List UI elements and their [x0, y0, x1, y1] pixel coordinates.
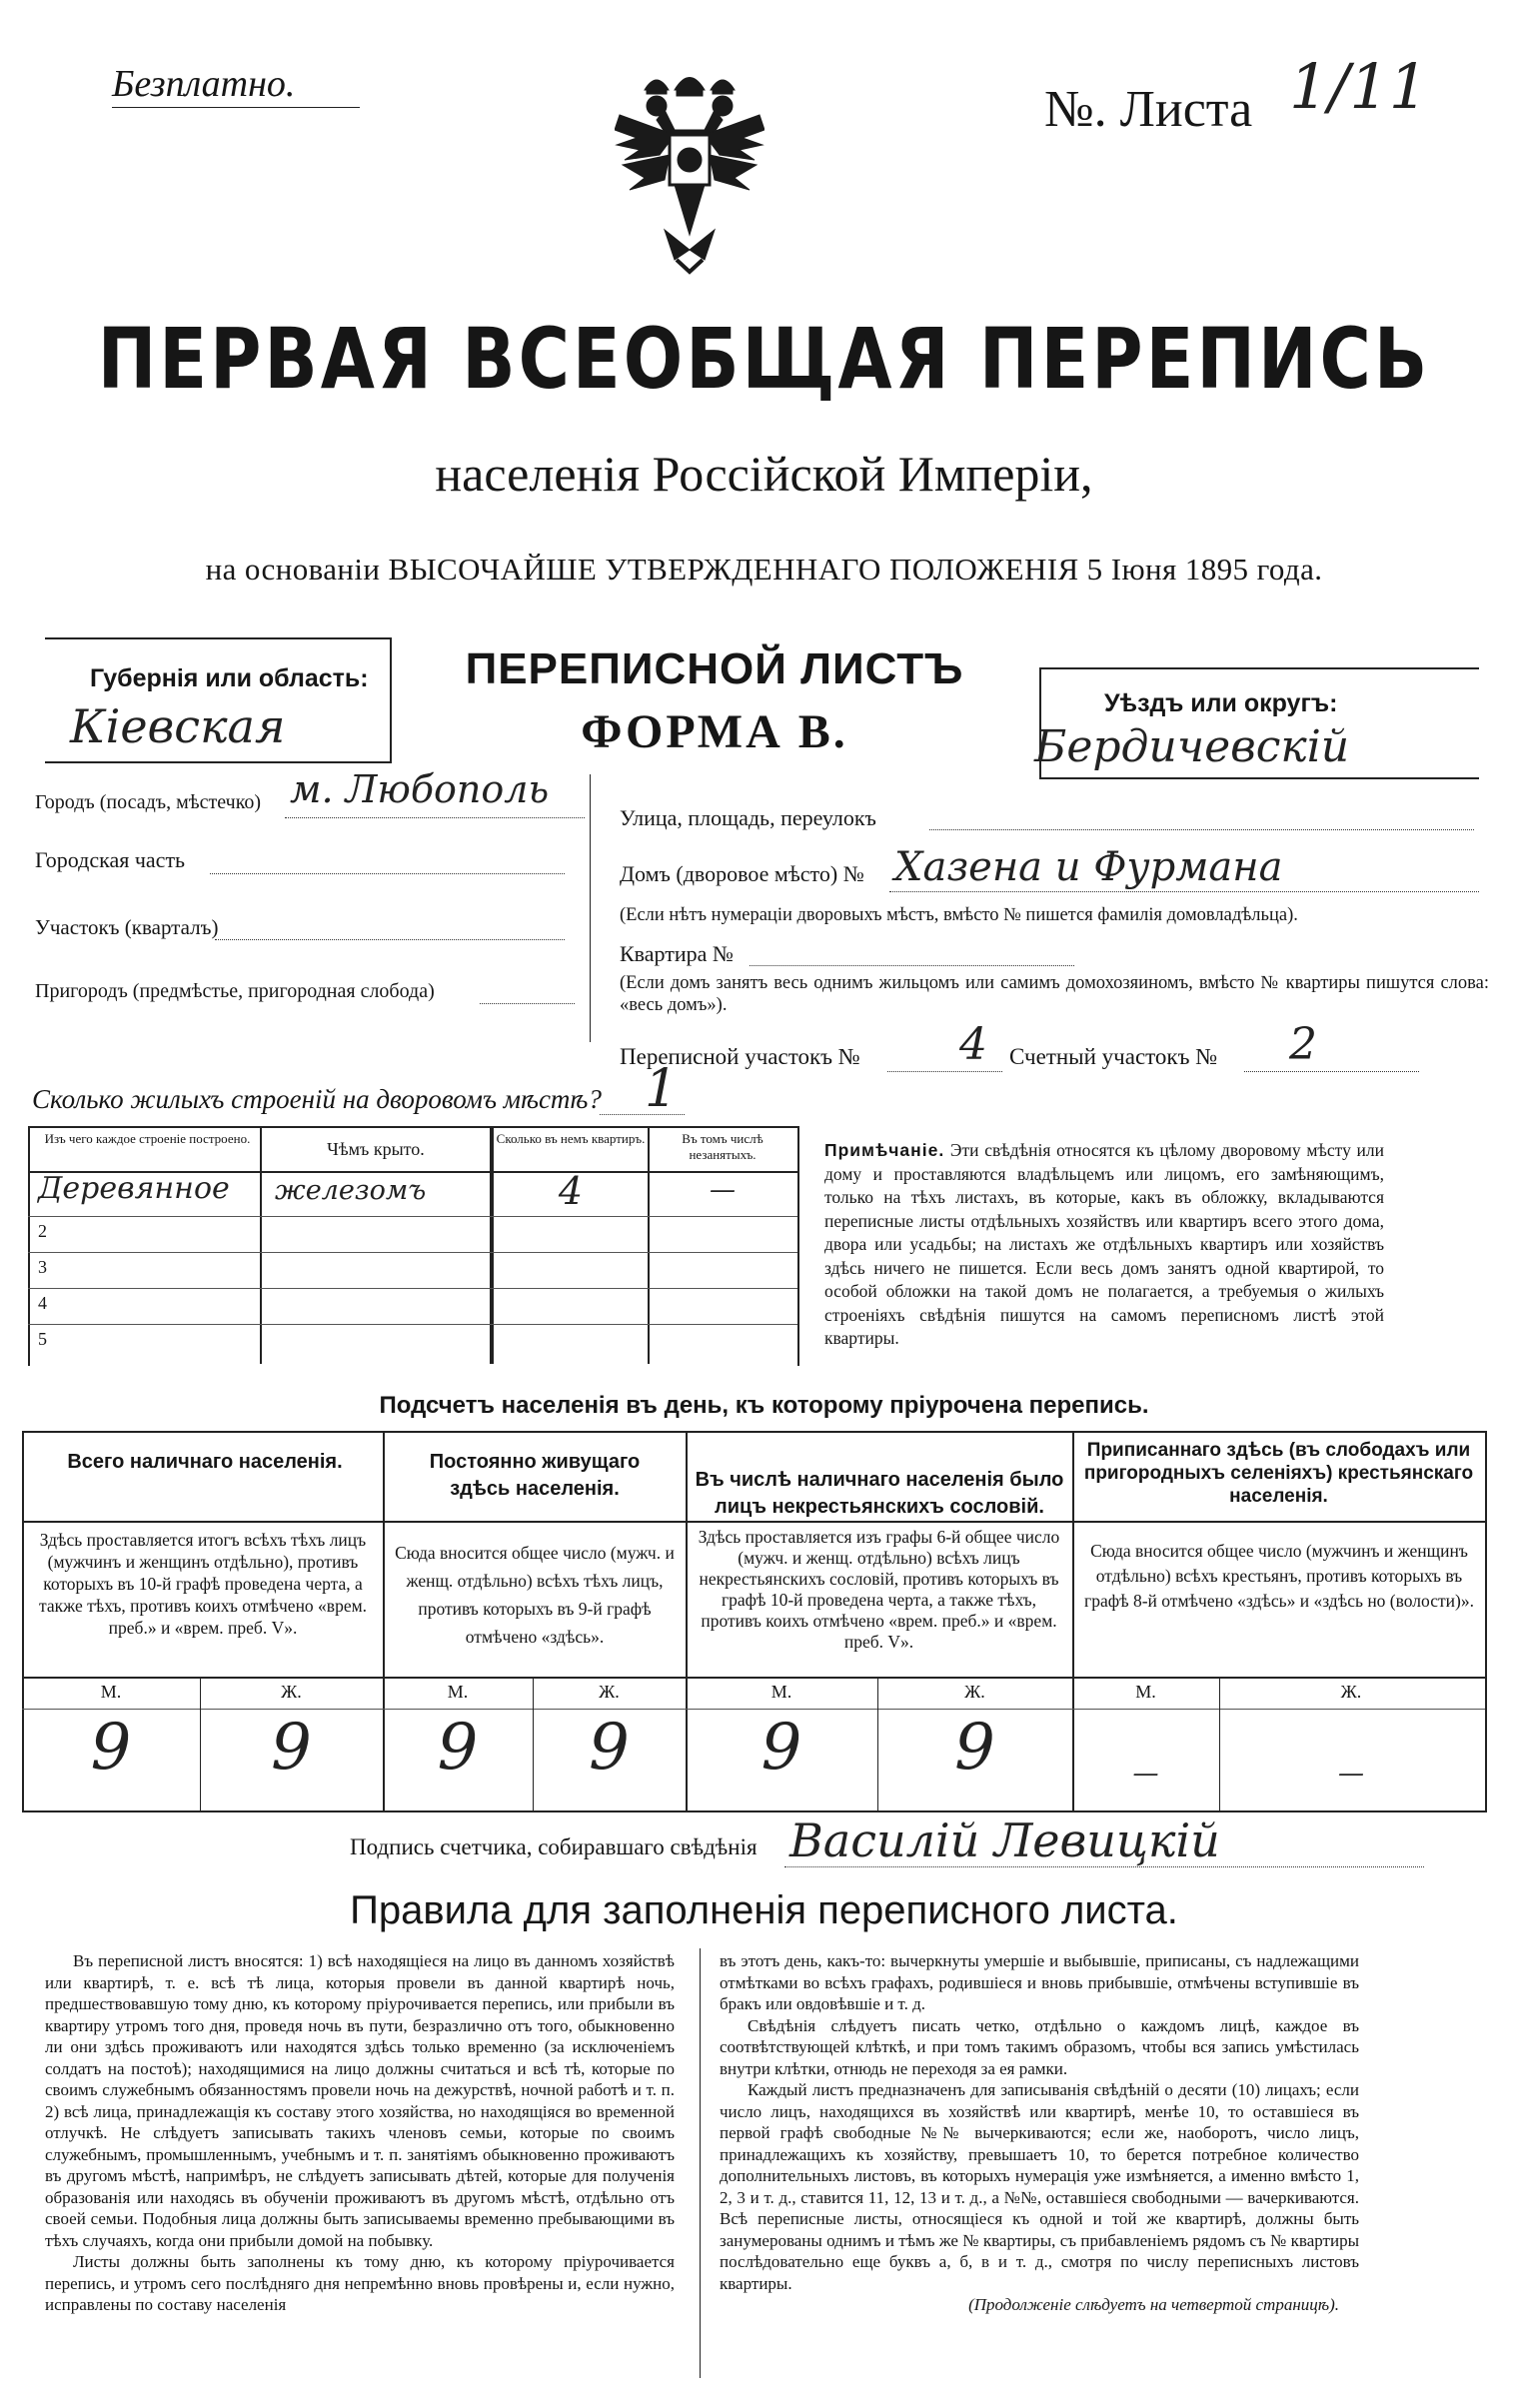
pt-mf-top	[22, 1677, 1485, 1679]
bt-row-line-3	[28, 1288, 797, 1289]
buildings-question: Сколько жилыхъ строеній на дворовомъ мѣстѣ?	[32, 1084, 602, 1114]
rules-col2-p3: Каждый листъ предназначенъ для записыванія свѣдѣній о десяти (10) лицахъ; если число лицъ, находящихся въ хозяйствѣ или квартирѣ, менѣе 10, то оставшіеся въ первой графѣ свободные №№ вычеркиваются; если же, наоборотъ, число лицъ, принадлежащихъ къ хозяйству, превышаетъ 10, то берется потребное количество дополнительныхъ листовъ, въ которыхъ нумерація уже измѣняется, а именно вмѣсто 1, 2, 3 и т. д., ставится 11, 12, 13 и т. д., а №№, оставшіеся свободными — вачеркиваются. Всѣ переписные листы, относящіеся къ одной и той же квартирѣ, должны быть занумерованы однимъ и тѣмъ же № квартиры, съ прибавленіемъ рядомъ съ № квартиры послѣдовательно еще буквъ а, б, в и т. д., смотря по числу переписныхъ листовъ квартиры.	[720, 2080, 1359, 2293]
banner-left-top	[45, 637, 390, 639]
panel2-f: 9	[589, 1711, 630, 1785]
bt-row-line-2	[28, 1252, 797, 1253]
census-district-value: 4	[959, 1019, 987, 1070]
rules-col1-p2: Листы должны быть заполнены къ тому дню, къ которому пріурочивается перепись, и утромъ сего послѣдняго дня непремѣнно вновь провѣрены и, если нужно, исправлены по составу населенія	[45, 2252, 675, 2314]
rules-title: Правила для заполненія переписного листа.	[350, 1888, 1178, 1932]
rules-col-divider	[700, 1948, 701, 2378]
panel1-f: 9	[271, 1711, 312, 1785]
signature-line	[784, 1866, 1424, 1867]
bt-row-line-1	[28, 1216, 797, 1217]
panel4-body: Сюда вносится общее число (мужчинъ и женщинъ отдѣльно) всѣхъ крестьянъ, противъ которыхъ въ графѣ 8-й отмѣчено «здѣсь» и «здѣсь но (волости)».	[1084, 1541, 1474, 1611]
kvartira-note: (Если домъ занятъ весь однимъ жильцомъ или самимъ домохозяиномъ, вмѣсто № квартиры пишутся слова: «весь домъ»).	[620, 973, 1489, 1015]
bt-row1-vacant: —	[710, 1175, 736, 1205]
panel2-m-label: М.	[447, 1682, 469, 1702]
panel3-m: 9	[761, 1711, 802, 1785]
uezd-label: Уѣздъ или округъ:	[1104, 689, 1338, 717]
buildings-note	[824, 1139, 1384, 1351]
population-title: Подсчетъ населенія въ день, къ которому пріурочена перепись.	[379, 1392, 1149, 1419]
uchastok-line	[215, 939, 565, 940]
bt-row1-material: Деревянное	[38, 1171, 230, 1206]
street-line	[929, 829, 1474, 830]
panel1-m: 9	[90, 1711, 132, 1785]
panel2-head: Постоянно живущаго здѣсь населенія.	[429, 1451, 641, 1500]
bt-col-sep-1	[260, 1126, 262, 1364]
bt-row4-num: 4	[38, 1293, 47, 1313]
subtitle: населенія Россійской Имперіи,	[435, 446, 1093, 502]
panel2-f-label: Ж.	[599, 1682, 620, 1702]
bt-col4-header: Въ томъ числѣ незанятыхъ.	[682, 1131, 764, 1162]
gorod-value: м. Любополь	[290, 767, 550, 811]
bt-col3-header: Сколько въ немъ квартиръ.	[496, 1131, 646, 1146]
panel3-f-label: Ж.	[964, 1682, 985, 1702]
house-value: Хазена и Фурмана	[894, 844, 1283, 890]
panel1-m-label: М.	[100, 1682, 122, 1702]
panel3-m-label: М.	[770, 1682, 792, 1702]
street-label: Улица, площадь, переулокъ	[620, 805, 876, 830]
gorod-label: Городъ (посадъ, мѣстечко)	[35, 791, 262, 813]
count-district-value: 2	[1289, 1019, 1317, 1070]
panel4-m-label: М.	[1135, 1682, 1156, 1702]
uchastok-label: Участокъ (кварталъ)	[35, 915, 219, 939]
prigorod-line	[480, 1003, 575, 1004]
sheet-number-label: №. Листа	[1044, 81, 1253, 138]
panel2-m: 9	[437, 1711, 479, 1785]
buildings-answer-line	[600, 1114, 685, 1115]
rules-col2-p1: въ этотъ день, какъ-то: вычеркнуты умершіе и выбывшіе, приписаны, съ надлежащими отмѣтками во всѣхъ графахъ, родившіеся и вновь прибывшіе, отмѣчены вступившіе въ бракъ или овдовѣвшіе и т. д.	[720, 1951, 1359, 2013]
census-district-label: Переписной участокъ №	[620, 1044, 860, 1069]
buildings-answer: 1	[645, 1059, 679, 1119]
form-name: ФОРМА В.	[581, 705, 848, 758]
free-label: Безплатно.	[112, 63, 296, 105]
signature-value: Василій Левицкій	[789, 1813, 1220, 1867]
rules-col2-p2: Свѣдѣнія слѣдуетъ писать четко, отдѣльно о каждомъ лицѣ, каждое въ соотвѣтствующей клѣткѣ, и при томъ такимъ образомъ, чтобы вся запись умѣстилась внутри клѣтки, отнюдь не переходя за ея рамки.	[720, 2015, 1359, 2078]
bt-col2-header: Чѣмъ крыто.	[327, 1139, 425, 1159]
house-note: (Если нѣтъ нумераціи дворовыхъ мѣстъ, вмѣсто № пишется фамилія домовладѣльца).	[620, 905, 1298, 925]
bt-row-line-4	[28, 1324, 797, 1325]
pt-sep-3	[1072, 1431, 1074, 1810]
coat-of-arms-icon	[615, 60, 764, 275]
kvartira-line	[750, 965, 1074, 966]
house-line	[889, 891, 1479, 892]
note-text: Эти свѣдѣнія относятся къ цѣлому дворовому мѣсту или дому и проставляются владѣльцемъ или лицомъ, его замѣняющимъ, только на тѣхъ листахъ, въ которые, какъ въ обложку, вкладываются переписные листы отдѣльныхъ хозяйствъ или квартиръ всего этого дома, двора или усадьбы; на листахъ же отдѣльныхъ квартиръ или хозяйствъ здѣсь ничего не пишется. Если весь домъ занятъ одной квартирой, то особой обложки на такой домъ не полагается, а требуемыя о жилыхъ строеніяхъ свѣдѣнія пишутся на самомъ переписномъ листѣ этой квартиры.	[824, 1140, 1385, 1348]
bt-row5-num: 5	[38, 1329, 47, 1349]
rules-continued: (Продолженіе слѣдуетъ на четвертой страницѣ).	[968, 2295, 1339, 2314]
banner-right-top	[1039, 667, 1479, 669]
gubernia-label: Губернія или область:	[90, 664, 369, 692]
form-title: ПЕРЕПИСНОЙ ЛИСТЪ	[465, 644, 964, 693]
banner-left-bottom	[45, 761, 390, 763]
census-district-line	[887, 1071, 1002, 1072]
panel4-m: —	[1132, 1759, 1159, 1789]
count-district-label: Счетный участокъ №	[1009, 1044, 1218, 1069]
note-label: Примѣчаніе.	[824, 1140, 945, 1160]
bt-row1-flats: 4	[558, 1169, 584, 1213]
bt-row1-roof: железомъ	[275, 1175, 427, 1206]
panel3-head: Въ числѣ наличнаго населенія было лицъ некрестьянскихъ сословій.	[695, 1469, 1064, 1518]
address-divider	[590, 774, 591, 1042]
panel3-f: 9	[954, 1711, 995, 1785]
uezd-value: Бердичевскій	[1034, 721, 1350, 772]
rules-col2	[720, 1950, 1359, 2316]
sheet-number-value: 1/11	[1289, 50, 1429, 123]
main-title: ПЕРВАЯ ВСЕОБЩАЯ ПЕРЕПИСЬ	[97, 309, 1431, 409]
house-label: Домъ (дворовое мѣсто) №	[620, 861, 864, 886]
bt-col-sep-2	[490, 1126, 494, 1364]
free-underline	[112, 107, 360, 108]
pt-mf-bottom	[22, 1709, 1485, 1710]
part-line	[210, 873, 565, 874]
bt-row3-num: 3	[38, 1257, 47, 1277]
count-district-line	[1244, 1071, 1419, 1072]
panel1-head: Всего наличнаго населенія.	[67, 1451, 343, 1473]
panel1-f-label: Ж.	[281, 1682, 302, 1702]
rules-col1-p1: Въ переписной листъ вносятся: 1) всѣ находящіеся на лицо въ данномъ хозяйствѣ или квартирѣ, т. е. всѣ тѣ лица, которыя провели въ данной квартирѣ ночь, предшествовавшую тому дню, къ которому пріурочивается перепись, или прибыли въ квартиру утромъ того дня, проведя ночь въ пути, безразлично отъ того, обыкновенно ли они здѣсь проживаютъ или находятся здѣсь только временно (за исключеніемъ солдатъ на постоѣ); находящимися на лицо должны считаться и всѣ тѣ, которые по своимъ служебнымъ обязанностямъ провели ночь на дежурствѣ, ночной работѣ и т. п. 2) всѣ лица, принадлежащія къ составу этого хозяйства, но находящіяся во временной отлучкѣ. Не слѣдуетъ записывать такихъ членовъ семьи, которые по своимъ служебнымъ, промышленнымъ, учебнымъ и т. п. занятіямъ обыкновенно проживаютъ въ другомъ мѣстѣ, напримѣръ, не слѣдуетъ записывать дѣтей, которые для полученія образованія или находясь въ обученіи проживаютъ въ другомъ мѣстѣ, отдѣльно отъ своей семьи. Подобныя лица должны быть записываемы временно пребывающими въ тѣхъ случаяхъ, когда они прибыли домой на побывку.	[45, 1951, 675, 2250]
basis-line: на основаніи ВЫСОЧАЙШЕ УТВЕРЖДЕННАГО ПОЛОЖЕНІЯ 5 Іюня 1895 года.	[205, 552, 1323, 587]
panel4-f: —	[1338, 1759, 1364, 1789]
panel4-f-label: Ж.	[1340, 1682, 1362, 1702]
prigorod-label: Пригородъ (предмѣстье, пригородная слобода)	[35, 980, 435, 1002]
pt-head-line	[22, 1521, 1485, 1523]
part-label: Городская часть	[35, 847, 186, 872]
rules-col1	[45, 1950, 675, 2316]
gubernia-value: Кіевская	[70, 699, 286, 753]
bt-row2-num: 2	[38, 1221, 47, 1241]
panel1-body: Здѣсь проставляется итогъ всѣхъ тѣхъ лицъ (мужчинъ и женщинъ отдѣльно), противъ которыхъ въ 10-й графѣ проведена черта, а также тѣхъ, противъ коихъ отмѣчено «врем. преб.» и «врем. преб. V».	[38, 1530, 368, 1638]
kvartira-label: Квартира №	[620, 941, 734, 966]
bt-col1-header: Изъ чего каждое строеніе построено.	[44, 1131, 251, 1146]
panel3-body: Здѣсь проставляется изъ графы 6-й общее число (мужч. и женщ. отдѣльно) всѣхъ лицъ некрестьянскихъ сословій, противъ которыхъ въ графѣ 10-й проведена черта, а также тѣхъ, противъ коихъ отмѣчено «врем. преб.» и «врем. преб. V».	[698, 1527, 1060, 1652]
banner-right-bottom	[1039, 777, 1479, 779]
gorod-line	[285, 817, 585, 818]
panel2-body: Сюда вносится общее число (мужч. и женщ. отдѣльно) всѣхъ тѣхъ лицъ, противъ которыхъ въ 9-й графѣ отмѣчено «здѣсь».	[395, 1543, 675, 1647]
panel4-head: Приписаннаго здѣсь (въ слободахъ или пригородныхъ селеніяхъ) крестьянскаго населенія.	[1083, 1440, 1474, 1507]
signature-label: Подпись счетчика, собиравшаго свѣдѣнія	[350, 1834, 758, 1859]
